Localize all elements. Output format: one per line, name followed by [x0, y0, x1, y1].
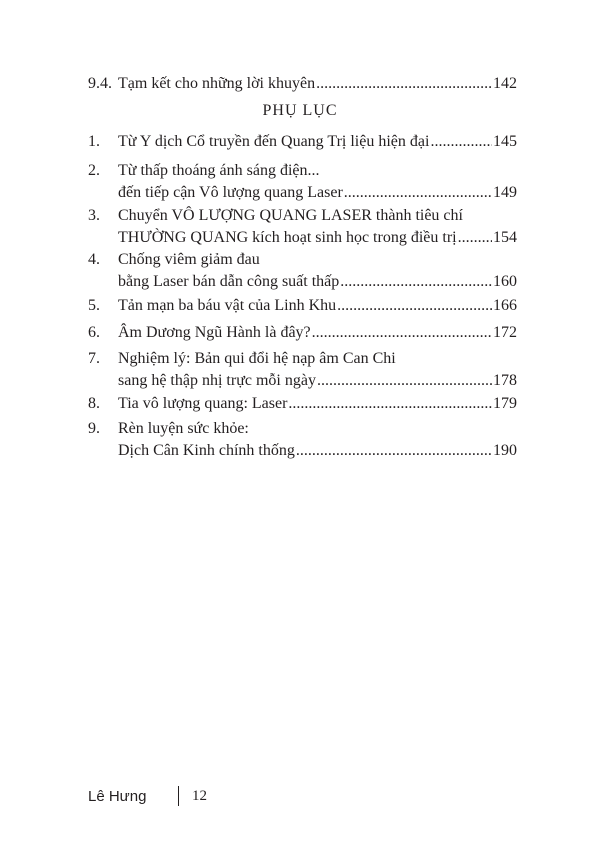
toc-entry-title-cont: Dịch Cân Kinh chính thống: [118, 442, 295, 459]
toc-entry-page: 145: [493, 133, 517, 150]
dot-leader: [312, 322, 492, 344]
footer-divider: [178, 786, 179, 806]
dot-leader: [344, 182, 492, 204]
toc-entry-title: Âm Dương Ngũ Hành là đây?: [118, 324, 311, 341]
dot-leader: [317, 370, 492, 392]
toc-entry-line: [118, 249, 517, 271]
toc-entry-1: [88, 131, 517, 153]
toc-entry-title: Tạm kết cho những lời khuyên: [118, 75, 316, 92]
dot-leader: [458, 227, 492, 249]
toc-entry-title-cont: bằng Laser bán dẫn công suất thấp: [118, 273, 340, 290]
toc-entry-number: 8.: [88, 395, 100, 412]
toc-entry-page: 178: [493, 372, 517, 389]
toc-entry-3: [88, 205, 517, 249]
toc-entry-9-4: [88, 73, 517, 95]
toc-entry-page: 179: [493, 395, 517, 412]
toc-entry-number: 2.: [88, 162, 100, 179]
dot-leader: [340, 271, 492, 293]
appendix-title: PHỤ LỤC: [262, 102, 338, 119]
toc-entry-title: Từ Y dịch Cổ truyền đến Quang Trị liệu hiện đại: [118, 133, 430, 150]
toc-entry-title: Rèn luyện sức khỏe:: [118, 420, 249, 437]
toc-entry-page: 149: [493, 184, 517, 201]
toc-entry-8: [88, 393, 517, 415]
toc-entry-title-cont: THƯỜNG QUANG kích hoạt sinh học trong điều trị: [118, 229, 457, 246]
toc-entry-page: 142: [493, 75, 517, 92]
toc-entry-line: [118, 393, 517, 415]
toc-entry-title: Tia vô lượng quang: Laser: [118, 395, 288, 412]
toc-entry-title: Từ thấp thoáng ánh sáng điện...: [118, 162, 320, 179]
toc-entry-line: [118, 271, 517, 293]
toc-entry-page: 190: [493, 442, 517, 459]
toc-entry-line: [118, 131, 517, 153]
dot-leader: [296, 440, 492, 462]
toc-entry-title-cont: đến tiếp cận Vô lượng quang Laser: [118, 184, 343, 201]
toc-entry-line: [118, 348, 517, 370]
footer-page-number: 12: [192, 788, 207, 804]
toc-entry-9: [88, 418, 517, 462]
toc-entry-number: 4.: [88, 251, 100, 268]
dot-leader: [337, 295, 492, 317]
toc-entry-5: [88, 295, 517, 317]
toc-entry-page: 154: [493, 229, 517, 246]
toc-entry-page: 166: [493, 297, 517, 314]
dot-leader: [316, 73, 492, 95]
dot-leader: [430, 131, 492, 153]
dot-leader: [288, 393, 492, 415]
toc-entry-title: Nghiệm lý: Bản qui đổi hệ nạp âm Can Chi: [118, 350, 396, 367]
toc-entry-line: [118, 182, 517, 204]
toc-entry-title: Tản mạn ba báu vật của Linh Khu: [118, 297, 337, 314]
toc-entry-number: 7.: [88, 350, 100, 367]
toc-entry-line: [118, 73, 517, 95]
toc-entry-6: [88, 322, 517, 344]
toc-entry-title: Chống viêm giảm đau: [118, 251, 260, 268]
toc-entry-line: [118, 295, 517, 317]
toc-entry-number: 6.: [88, 324, 100, 341]
footer-author: Lê Hưng: [88, 788, 147, 805]
toc-entry-number: 1.: [88, 133, 100, 150]
toc-entry-7: [88, 348, 517, 392]
toc-entry-number: 5.: [88, 297, 100, 314]
toc-entry-number: 3.: [88, 207, 100, 224]
toc-entry-number: 9.: [88, 420, 100, 437]
toc-entry-2: [88, 160, 517, 204]
toc-entry-line: [118, 370, 517, 392]
toc-entry-title-cont: sang hệ thập nhị trực mỗi ngày: [118, 372, 316, 389]
toc-entry-line: [118, 227, 517, 249]
toc-entry-page: 160: [493, 273, 517, 290]
toc-entry-title: Chuyển VÔ LƯỢNG QUANG LASER thành tiêu chí: [118, 207, 463, 224]
toc-entry-4: [88, 249, 517, 293]
toc-entry-line: [118, 322, 517, 344]
toc-entry-line: [118, 205, 517, 227]
toc-entry-line: [118, 418, 517, 440]
toc-entry-line: [118, 440, 517, 462]
toc-entry-number: 9.4.: [88, 75, 112, 92]
toc-entry-line: [118, 160, 517, 182]
toc-entry-page: 172: [493, 324, 517, 341]
